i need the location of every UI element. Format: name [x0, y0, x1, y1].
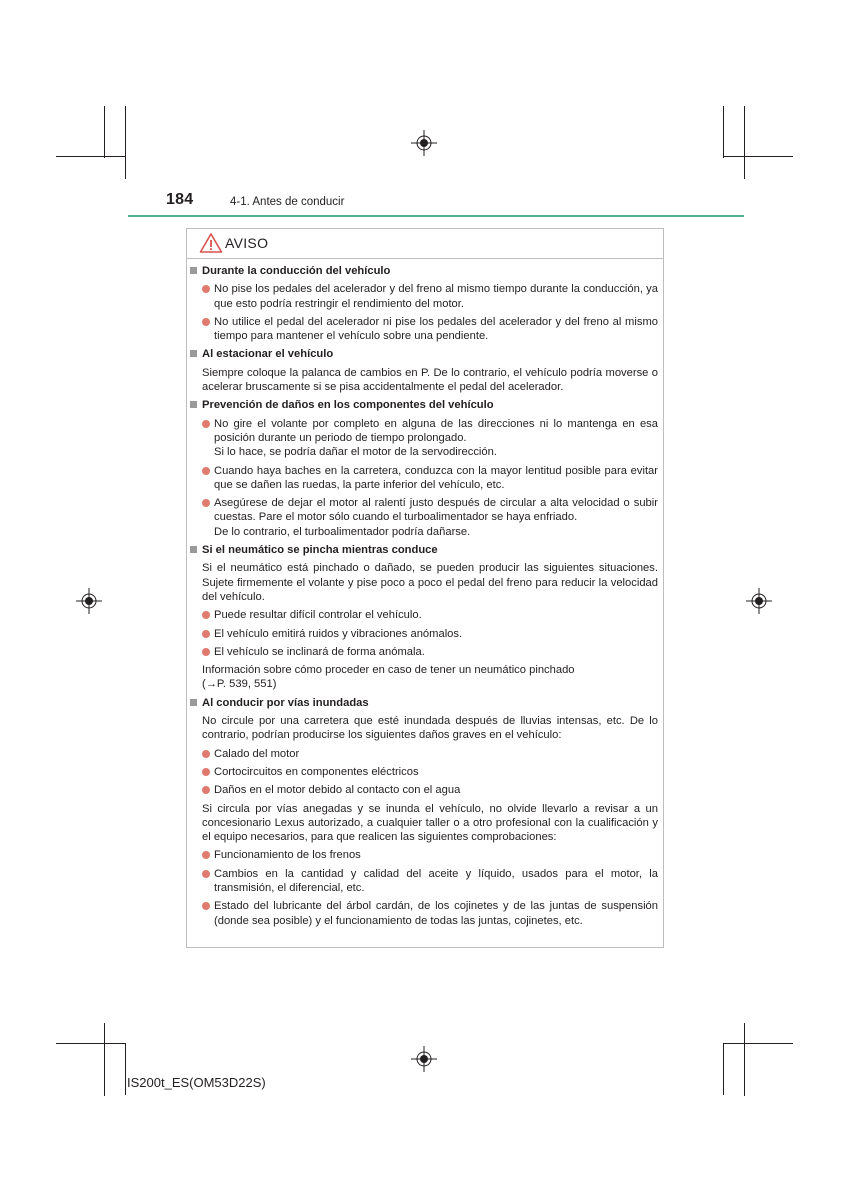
bullet-item — [190, 867, 658, 896]
bullet-text — [214, 848, 658, 862]
crop-mark — [723, 1043, 793, 1044]
bullet-item — [190, 848, 658, 862]
bullet-text — [214, 608, 658, 622]
text-line: Si circula por vías anegadas y se inunda el vehículo, no olvide llevarlo a revisar a un concesionario Lexus autorizado, a cualquier taller o a otro profesional con la cualificación y el equipo necesarios, para que realicen las siguientes comprobaciones: — [202, 802, 658, 844]
section-heading — [190, 696, 658, 710]
bullet-text — [214, 315, 658, 344]
text-line: Cortocircuitos en componentes eléctricos — [214, 765, 419, 778]
bullet-item — [190, 608, 658, 622]
bullet-dot-icon — [202, 648, 210, 656]
paragraph — [190, 366, 658, 395]
registration-mark-icon — [411, 130, 437, 156]
bullet-item — [190, 747, 658, 761]
text-line: Daños en el motor debido al contacto con el agua — [214, 784, 461, 797]
text-line: Calado del motor — [214, 747, 300, 760]
warning-title: AVISO — [225, 235, 269, 251]
bullet-text — [214, 627, 658, 641]
text-line: No utilice el pedal del acelerador ni pise los pedales del acelerador y del freno al mismo tiempo para mantener el vehículo sobre una pendiente. — [214, 315, 658, 343]
text-line: El vehículo se inclinará de forma anómala. — [214, 645, 425, 658]
bullet-dot-icon — [202, 285, 210, 293]
crop-mark — [744, 106, 745, 179]
bullet-dot-icon — [202, 768, 210, 776]
bullet-item — [190, 645, 658, 659]
section-title: 4-1. Antes de conducir — [230, 196, 345, 208]
text-line: Siempre coloque la palanca de cambios en P. De lo contrario, el vehículo podría moverse o acelerar bruscamente si se pisa accidentalmente el pedal del acelerador. — [202, 366, 658, 394]
registration-mark-icon — [76, 588, 102, 614]
section-heading-text: Al estacionar el vehículo — [202, 348, 334, 361]
text-line: Si lo hace, se podría dañar el motor de la servodirección. — [214, 446, 497, 459]
bullet-item — [190, 464, 658, 493]
bullet-item — [190, 315, 658, 344]
paragraph — [190, 663, 658, 692]
square-bullet-icon — [190, 699, 197, 706]
bullet-dot-icon — [202, 902, 210, 910]
section-heading-text: Si el neumático se pincha mientras conduce — [202, 544, 438, 557]
bullet-text — [214, 765, 658, 779]
bullet-dot-icon — [202, 611, 210, 619]
warning-triangle-icon — [199, 232, 223, 254]
section-heading — [190, 543, 658, 557]
text-line: Cuando haya baches en la carretera, conduzca con la mayor lentitud posible para evitar que se dañen las ruedas, la parte inferior del vehículo, etc. — [214, 464, 658, 491]
text-line: No pise los pedales del acelerador y del freno al mismo tiempo durante la conducción, ya que esto podría restringir el rendimiento del motor. — [214, 283, 658, 310]
bullet-dot-icon — [202, 318, 210, 326]
warning-header — [187, 229, 663, 259]
section-heading-text: Durante la conducción del vehículo — [202, 265, 391, 277]
section-heading — [190, 264, 658, 278]
bullet-dot-icon — [202, 467, 210, 475]
crop-mark — [723, 1043, 724, 1095]
paragraph — [190, 714, 658, 743]
bullet-dot-icon — [202, 786, 210, 794]
bullet-item — [190, 496, 658, 539]
crop-mark — [744, 1023, 745, 1096]
crop-mark — [125, 106, 126, 179]
crop-mark — [723, 156, 793, 157]
bullet-dot-icon — [202, 851, 210, 859]
bullet-item — [190, 783, 658, 797]
header-rule — [128, 215, 744, 217]
crop-mark — [56, 1043, 126, 1044]
text-line: (→P. 539, 551) — [202, 678, 277, 691]
bullet-item — [190, 282, 658, 311]
text-line: Estado del lubricante del árbol cardán, de los cojinetes y de las juntas de suspensión (donde sea posible) y el funcionamiento de todas las juntas, cojinetes, etc. — [214, 900, 658, 927]
section-heading — [190, 347, 658, 361]
text-line: Asegúrese de dejar el motor al ralentí justo después de circular a alta velocidad o subir cuestas. Pare el motor sólo cuando el turboalimentador se haya enfriado. — [214, 497, 658, 524]
section-heading — [190, 398, 658, 412]
bullet-dot-icon — [202, 750, 210, 758]
bullet-item — [190, 627, 658, 641]
registration-mark-icon — [746, 588, 772, 614]
text-line: Si el neumático está pinchado o dañado, se pueden producir las siguientes situaciones. Sujete firmemente el volante y pise poco a poco el pedal del freno para reducir la velocidad del vehículo. — [202, 562, 658, 603]
bullet-item — [190, 417, 658, 460]
text-line: De lo contrario, el turboalimentador podría dañarse. — [214, 525, 471, 538]
crop-mark — [56, 156, 126, 157]
bullet-text — [214, 496, 658, 539]
section-heading-text: Al conducir por vías inundadas — [202, 696, 369, 709]
text-line: El vehículo emitirá ruidos y vibraciones anómalos. — [214, 627, 463, 640]
bullet-dot-icon — [202, 420, 210, 428]
bullet-text — [214, 867, 658, 896]
section-heading-text: Prevención de daños en los componentes del vehículo — [202, 399, 494, 412]
square-bullet-icon — [190, 401, 197, 408]
bullet-dot-icon — [202, 630, 210, 638]
paragraph — [190, 802, 658, 845]
text-line: Información sobre cómo proceder en caso de tener un neumático pinchado — [202, 664, 575, 677]
bullet-text — [214, 645, 658, 659]
text-line: No gire el volante por completo en alguna de las direcciones ni lo mantenga en esa posición durante un periodo de tiempo prolongado. — [214, 417, 658, 444]
text-line: Funcionamiento de los frenos — [214, 849, 361, 862]
bullet-item — [190, 899, 658, 928]
paragraph — [190, 561, 658, 604]
bullet-text — [214, 464, 658, 493]
bullet-item — [190, 765, 658, 779]
square-bullet-icon — [190, 267, 197, 274]
bullet-text — [214, 747, 658, 761]
registration-mark-icon — [411, 1046, 437, 1072]
crop-mark — [125, 1043, 126, 1095]
crop-mark — [104, 106, 105, 158]
crop-mark — [104, 1023, 105, 1096]
text-line: Cambios en la cantidad y calidad del aceite y líquido, usados para el motor, la transmisión, el diferencial, etc. — [214, 867, 658, 894]
document-code: IS200t_ES(OM53D22S) — [127, 1075, 266, 1090]
square-bullet-icon — [190, 350, 197, 357]
warning-content — [190, 264, 658, 932]
text-line: Puede resultar difícil controlar el vehículo. — [214, 609, 422, 622]
crop-mark — [723, 106, 724, 158]
page-number: 184 — [166, 191, 194, 208]
bullet-dot-icon — [202, 499, 210, 507]
text-line: No circule por una carretera que esté inundada después de lluvias intensas, etc. De lo contrario, podrían producirse los siguientes daños graves en el vehículo: — [202, 715, 658, 742]
bullet-text — [214, 417, 658, 460]
bullet-text — [214, 783, 658, 797]
bullet-dot-icon — [202, 870, 210, 878]
bullet-text — [214, 899, 658, 928]
bullet-text — [214, 282, 658, 311]
square-bullet-icon — [190, 546, 197, 553]
